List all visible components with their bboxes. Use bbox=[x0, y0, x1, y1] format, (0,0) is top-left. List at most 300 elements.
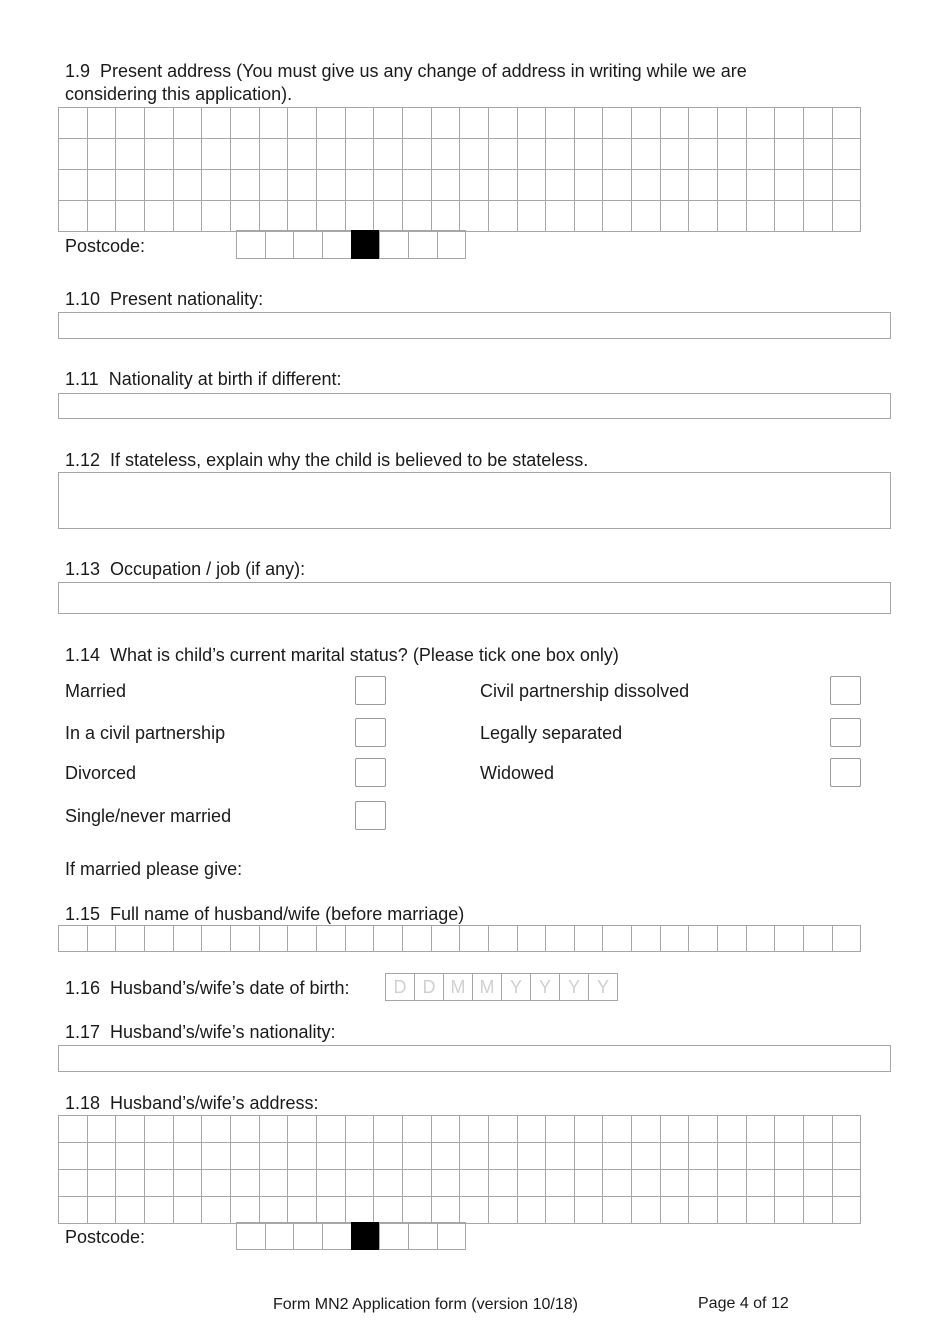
char-box[interactable] bbox=[431, 1115, 461, 1143]
char-box[interactable] bbox=[832, 1142, 862, 1170]
char-box[interactable] bbox=[488, 138, 518, 170]
char-box[interactable] bbox=[832, 1115, 862, 1143]
char-box[interactable] bbox=[746, 200, 776, 232]
char-box[interactable] bbox=[602, 138, 632, 170]
char-box[interactable] bbox=[259, 1115, 289, 1143]
address-line-2[interactable] bbox=[58, 138, 860, 170]
char-box[interactable] bbox=[322, 1222, 352, 1250]
char-box[interactable] bbox=[236, 230, 266, 259]
char-box[interactable] bbox=[201, 138, 231, 170]
char-box[interactable] bbox=[316, 1169, 346, 1197]
char-box[interactable] bbox=[431, 925, 461, 952]
char-box[interactable] bbox=[373, 107, 403, 139]
char-box[interactable] bbox=[201, 200, 231, 232]
char-box[interactable] bbox=[832, 1196, 862, 1224]
char-box[interactable] bbox=[431, 200, 461, 232]
char-box[interactable] bbox=[545, 1196, 575, 1224]
char-box[interactable] bbox=[602, 169, 632, 201]
char-box[interactable] bbox=[517, 169, 547, 201]
char-box[interactable] bbox=[717, 1169, 747, 1197]
char-box[interactable] bbox=[58, 1196, 88, 1224]
char-box[interactable] bbox=[660, 169, 690, 201]
char-box[interactable] bbox=[230, 1142, 260, 1170]
char-box[interactable] bbox=[431, 107, 461, 139]
char-box[interactable] bbox=[688, 925, 718, 952]
dob-year-3[interactable]: Y bbox=[559, 973, 589, 1001]
dob-month-2[interactable]: M bbox=[472, 973, 502, 1001]
char-box[interactable] bbox=[316, 1142, 346, 1170]
char-box[interactable] bbox=[803, 925, 833, 952]
char-box[interactable] bbox=[746, 107, 776, 139]
char-box[interactable] bbox=[58, 169, 88, 201]
char-box[interactable] bbox=[173, 1142, 203, 1170]
char-box[interactable] bbox=[287, 169, 317, 201]
char-box[interactable] bbox=[431, 138, 461, 170]
char-box[interactable] bbox=[259, 1196, 289, 1224]
char-box[interactable] bbox=[459, 138, 489, 170]
char-box[interactable] bbox=[144, 925, 174, 952]
char-box[interactable] bbox=[287, 107, 317, 139]
char-box[interactable] bbox=[230, 1196, 260, 1224]
char-box[interactable] bbox=[574, 1142, 604, 1170]
char-box[interactable] bbox=[201, 1142, 231, 1170]
char-box[interactable] bbox=[115, 169, 145, 201]
char-box[interactable] bbox=[803, 1115, 833, 1143]
char-box[interactable] bbox=[660, 200, 690, 232]
char-box[interactable] bbox=[574, 200, 604, 232]
char-box[interactable] bbox=[746, 138, 776, 170]
char-box[interactable] bbox=[545, 1169, 575, 1197]
char-box[interactable] bbox=[631, 925, 661, 952]
char-box[interactable] bbox=[287, 1115, 317, 1143]
char-box[interactable] bbox=[574, 1169, 604, 1197]
char-box[interactable] bbox=[688, 107, 718, 139]
char-box[interactable] bbox=[173, 107, 203, 139]
married-checkbox[interactable] bbox=[355, 676, 386, 705]
char-box[interactable] bbox=[517, 138, 547, 170]
char-box[interactable] bbox=[115, 1169, 145, 1197]
cp-dissolved-checkbox[interactable] bbox=[830, 676, 861, 705]
char-box[interactable] bbox=[402, 200, 432, 232]
char-box[interactable] bbox=[459, 107, 489, 139]
char-box[interactable] bbox=[832, 107, 862, 139]
char-box[interactable] bbox=[660, 1169, 690, 1197]
char-box[interactable] bbox=[717, 107, 747, 139]
char-box[interactable] bbox=[87, 169, 117, 201]
char-box[interactable] bbox=[574, 1196, 604, 1224]
dob-year-4[interactable]: Y bbox=[588, 973, 618, 1001]
dob-day-2[interactable]: D bbox=[414, 973, 444, 1001]
char-box[interactable] bbox=[87, 925, 117, 952]
char-box[interactable] bbox=[115, 925, 145, 952]
separated-checkbox[interactable] bbox=[830, 718, 861, 747]
char-box[interactable] bbox=[459, 169, 489, 201]
occupation-input[interactable] bbox=[58, 582, 891, 614]
char-box[interactable] bbox=[517, 107, 547, 139]
char-box[interactable] bbox=[431, 1169, 461, 1197]
char-box[interactable] bbox=[574, 107, 604, 139]
char-box[interactable] bbox=[230, 1115, 260, 1143]
char-box[interactable] bbox=[574, 169, 604, 201]
char-box[interactable] bbox=[173, 1169, 203, 1197]
char-box[interactable] bbox=[373, 1115, 403, 1143]
char-box[interactable] bbox=[287, 1196, 317, 1224]
char-box[interactable] bbox=[488, 925, 518, 952]
single-checkbox[interactable] bbox=[355, 801, 386, 830]
char-box[interactable] bbox=[803, 1196, 833, 1224]
char-box[interactable] bbox=[517, 1142, 547, 1170]
char-box[interactable] bbox=[201, 107, 231, 139]
char-box[interactable] bbox=[230, 200, 260, 232]
char-box[interactable] bbox=[201, 1115, 231, 1143]
char-box[interactable] bbox=[602, 1169, 632, 1197]
char-box[interactable] bbox=[345, 1142, 375, 1170]
char-box[interactable] bbox=[574, 925, 604, 952]
char-box[interactable] bbox=[631, 200, 661, 232]
char-box[interactable] bbox=[602, 1196, 632, 1224]
char-box[interactable] bbox=[717, 169, 747, 201]
char-box[interactable] bbox=[259, 925, 289, 952]
char-box[interactable] bbox=[517, 200, 547, 232]
char-box[interactable] bbox=[58, 1142, 88, 1170]
char-box[interactable] bbox=[265, 1222, 295, 1250]
char-box[interactable] bbox=[774, 107, 804, 139]
char-box[interactable] bbox=[631, 1115, 661, 1143]
widowed-checkbox[interactable] bbox=[830, 758, 861, 787]
char-box[interactable] bbox=[517, 1196, 547, 1224]
char-box[interactable] bbox=[373, 1169, 403, 1197]
char-box[interactable] bbox=[746, 1142, 776, 1170]
char-box[interactable] bbox=[115, 138, 145, 170]
char-box[interactable] bbox=[746, 1115, 776, 1143]
char-box[interactable] bbox=[602, 925, 632, 952]
address-line-1[interactable] bbox=[58, 1115, 860, 1143]
char-box[interactable] bbox=[803, 1169, 833, 1197]
char-box[interactable] bbox=[660, 925, 690, 952]
char-box[interactable] bbox=[602, 1115, 632, 1143]
char-box[interactable] bbox=[602, 107, 632, 139]
char-box[interactable] bbox=[774, 1196, 804, 1224]
char-box[interactable] bbox=[293, 1222, 323, 1250]
char-box[interactable] bbox=[230, 107, 260, 139]
char-box[interactable] bbox=[316, 1196, 346, 1224]
char-box[interactable] bbox=[287, 1169, 317, 1197]
char-box[interactable] bbox=[803, 169, 833, 201]
char-box[interactable] bbox=[58, 925, 88, 952]
char-box[interactable] bbox=[373, 1196, 403, 1224]
address-line-4[interactable] bbox=[58, 1196, 860, 1224]
char-box[interactable] bbox=[316, 138, 346, 170]
char-box[interactable] bbox=[316, 107, 346, 139]
char-box[interactable] bbox=[115, 1115, 145, 1143]
char-box[interactable] bbox=[345, 1196, 375, 1224]
char-box[interactable] bbox=[402, 1169, 432, 1197]
char-box[interactable] bbox=[459, 1142, 489, 1170]
char-box[interactable] bbox=[259, 1142, 289, 1170]
char-box[interactable] bbox=[517, 1169, 547, 1197]
char-box[interactable] bbox=[408, 230, 438, 259]
char-box[interactable] bbox=[545, 200, 575, 232]
char-box[interactable] bbox=[832, 138, 862, 170]
char-box[interactable] bbox=[545, 925, 575, 952]
char-box[interactable] bbox=[717, 138, 747, 170]
char-box[interactable] bbox=[746, 169, 776, 201]
char-box[interactable] bbox=[437, 230, 467, 259]
char-box[interactable] bbox=[173, 200, 203, 232]
char-box[interactable] bbox=[236, 1222, 266, 1250]
char-box[interactable] bbox=[631, 1142, 661, 1170]
char-box[interactable] bbox=[345, 200, 375, 232]
char-box[interactable] bbox=[201, 1196, 231, 1224]
char-box[interactable] bbox=[58, 138, 88, 170]
char-box[interactable] bbox=[408, 1222, 438, 1250]
char-box[interactable] bbox=[431, 1142, 461, 1170]
char-box[interactable] bbox=[287, 925, 317, 952]
char-box[interactable] bbox=[345, 1169, 375, 1197]
char-box[interactable] bbox=[488, 1115, 518, 1143]
char-box[interactable] bbox=[259, 169, 289, 201]
char-box[interactable] bbox=[660, 107, 690, 139]
char-box[interactable] bbox=[259, 138, 289, 170]
char-box[interactable] bbox=[87, 200, 117, 232]
char-box[interactable] bbox=[431, 1196, 461, 1224]
char-box[interactable] bbox=[173, 925, 203, 952]
char-box[interactable] bbox=[144, 138, 174, 170]
char-box[interactable] bbox=[373, 169, 403, 201]
char-box[interactable] bbox=[345, 169, 375, 201]
char-box[interactable] bbox=[660, 1196, 690, 1224]
char-box[interactable] bbox=[459, 1115, 489, 1143]
char-box[interactable] bbox=[230, 925, 260, 952]
char-box[interactable] bbox=[774, 925, 804, 952]
char-box[interactable] bbox=[774, 1169, 804, 1197]
char-box[interactable] bbox=[230, 138, 260, 170]
char-box[interactable] bbox=[660, 138, 690, 170]
char-box[interactable] bbox=[631, 1169, 661, 1197]
char-box[interactable] bbox=[631, 1196, 661, 1224]
char-box[interactable] bbox=[688, 200, 718, 232]
char-box[interactable] bbox=[746, 925, 776, 952]
present-postcode-field[interactable] bbox=[236, 230, 465, 260]
char-box[interactable] bbox=[373, 200, 403, 232]
char-box[interactable] bbox=[631, 169, 661, 201]
address-line-3[interactable] bbox=[58, 169, 860, 201]
char-box[interactable] bbox=[115, 107, 145, 139]
char-box[interactable] bbox=[201, 925, 231, 952]
divorced-checkbox[interactable] bbox=[355, 758, 386, 787]
char-box[interactable] bbox=[746, 1196, 776, 1224]
char-box[interactable] bbox=[144, 169, 174, 201]
civil-partnership-checkbox[interactable] bbox=[355, 718, 386, 747]
dob-year-1[interactable]: Y bbox=[501, 973, 531, 1001]
char-box[interactable] bbox=[230, 1169, 260, 1197]
char-box[interactable] bbox=[345, 107, 375, 139]
char-box[interactable] bbox=[259, 107, 289, 139]
char-box[interactable] bbox=[58, 107, 88, 139]
spouse-postcode-field[interactable] bbox=[236, 1222, 465, 1250]
char-box[interactable] bbox=[58, 200, 88, 232]
char-box[interactable] bbox=[87, 1142, 117, 1170]
char-box[interactable] bbox=[488, 1196, 518, 1224]
char-box[interactable] bbox=[316, 1115, 346, 1143]
char-box[interactable] bbox=[402, 138, 432, 170]
char-box[interactable] bbox=[488, 200, 518, 232]
char-box[interactable] bbox=[803, 138, 833, 170]
char-box[interactable] bbox=[488, 1169, 518, 1197]
char-box[interactable] bbox=[402, 107, 432, 139]
char-box[interactable] bbox=[488, 1142, 518, 1170]
char-box[interactable] bbox=[345, 925, 375, 952]
char-box[interactable] bbox=[144, 1115, 174, 1143]
char-box[interactable] bbox=[688, 1169, 718, 1197]
char-box[interactable] bbox=[144, 200, 174, 232]
dob-day-1[interactable]: D bbox=[385, 973, 415, 1001]
char-box[interactable] bbox=[115, 1196, 145, 1224]
char-box[interactable] bbox=[87, 107, 117, 139]
char-box[interactable] bbox=[545, 1142, 575, 1170]
present-nationality-input[interactable] bbox=[58, 312, 891, 339]
char-box[interactable] bbox=[832, 925, 862, 952]
char-box[interactable] bbox=[459, 925, 489, 952]
char-box[interactable] bbox=[173, 1196, 203, 1224]
char-box[interactable] bbox=[545, 107, 575, 139]
char-box[interactable] bbox=[230, 169, 260, 201]
char-box[interactable] bbox=[459, 200, 489, 232]
char-box[interactable] bbox=[746, 1169, 776, 1197]
char-box[interactable] bbox=[431, 169, 461, 201]
char-box[interactable] bbox=[144, 1196, 174, 1224]
char-box[interactable] bbox=[379, 230, 409, 259]
char-box[interactable] bbox=[316, 169, 346, 201]
char-box[interactable] bbox=[402, 1196, 432, 1224]
char-box[interactable] bbox=[115, 1142, 145, 1170]
spouse-nationality-input[interactable] bbox=[58, 1045, 891, 1072]
char-box[interactable] bbox=[803, 107, 833, 139]
char-box[interactable] bbox=[488, 107, 518, 139]
char-box[interactable] bbox=[459, 1169, 489, 1197]
char-box[interactable] bbox=[688, 1115, 718, 1143]
char-box[interactable] bbox=[402, 1115, 432, 1143]
char-box[interactable] bbox=[87, 1115, 117, 1143]
char-box[interactable] bbox=[774, 1115, 804, 1143]
char-box[interactable] bbox=[287, 138, 317, 170]
address-line-1[interactable] bbox=[58, 107, 860, 139]
char-box[interactable] bbox=[173, 1115, 203, 1143]
char-box[interactable] bbox=[402, 925, 432, 952]
char-box[interactable] bbox=[373, 1142, 403, 1170]
char-box[interactable] bbox=[832, 169, 862, 201]
char-box[interactable] bbox=[402, 1142, 432, 1170]
char-box[interactable] bbox=[144, 1169, 174, 1197]
char-box[interactable] bbox=[545, 1115, 575, 1143]
char-box[interactable] bbox=[631, 138, 661, 170]
stateless-explanation-input[interactable] bbox=[58, 472, 891, 529]
char-box[interactable] bbox=[173, 138, 203, 170]
char-box[interactable] bbox=[602, 1142, 632, 1170]
char-box[interactable] bbox=[316, 925, 346, 952]
char-box[interactable] bbox=[717, 1115, 747, 1143]
char-box[interactable] bbox=[688, 1142, 718, 1170]
char-box[interactable] bbox=[87, 138, 117, 170]
char-box[interactable] bbox=[574, 1115, 604, 1143]
address-line-2[interactable] bbox=[58, 1142, 860, 1170]
char-box[interactable] bbox=[322, 230, 352, 259]
char-box[interactable] bbox=[345, 138, 375, 170]
address-line-3[interactable] bbox=[58, 1169, 860, 1197]
char-box[interactable] bbox=[717, 1142, 747, 1170]
char-box[interactable] bbox=[265, 230, 295, 259]
spouse-dob-field[interactable] bbox=[385, 973, 617, 1001]
char-box[interactable] bbox=[717, 200, 747, 232]
char-box[interactable] bbox=[688, 1196, 718, 1224]
char-box[interactable] bbox=[373, 138, 403, 170]
char-box[interactable] bbox=[259, 1169, 289, 1197]
char-box[interactable] bbox=[774, 200, 804, 232]
char-box[interactable] bbox=[293, 230, 323, 259]
dob-month-1[interactable]: M bbox=[443, 973, 473, 1001]
q1-9-label-cont: considering this application). bbox=[65, 84, 293, 104]
char-box[interactable] bbox=[774, 138, 804, 170]
char-box[interactable] bbox=[58, 1115, 88, 1143]
char-box[interactable] bbox=[717, 925, 747, 952]
char-box[interactable] bbox=[602, 200, 632, 232]
char-box[interactable] bbox=[459, 1196, 489, 1224]
char-box[interactable] bbox=[688, 138, 718, 170]
address-line-4[interactable] bbox=[58, 200, 860, 232]
char-box[interactable] bbox=[832, 200, 862, 232]
char-box[interactable] bbox=[545, 169, 575, 201]
char-box[interactable] bbox=[345, 1115, 375, 1143]
dob-year-2[interactable]: Y bbox=[530, 973, 560, 1001]
char-box[interactable] bbox=[803, 200, 833, 232]
char-box[interactable] bbox=[379, 1222, 409, 1250]
char-box[interactable] bbox=[115, 200, 145, 232]
char-box[interactable] bbox=[144, 1142, 174, 1170]
char-box[interactable] bbox=[660, 1115, 690, 1143]
char-box[interactable] bbox=[688, 169, 718, 201]
char-box[interactable] bbox=[144, 107, 174, 139]
char-box[interactable] bbox=[201, 1169, 231, 1197]
char-box[interactable] bbox=[437, 1222, 467, 1250]
footer-form-name: Form MN2 Application form (version 10/18) bbox=[273, 1296, 578, 1313]
char-box[interactable] bbox=[87, 1169, 117, 1197]
char-box[interactable] bbox=[717, 1196, 747, 1224]
char-box[interactable] bbox=[517, 925, 547, 952]
char-box[interactable] bbox=[488, 169, 518, 201]
char-box[interactable] bbox=[631, 107, 661, 139]
char-box[interactable] bbox=[87, 1196, 117, 1224]
char-box[interactable] bbox=[574, 138, 604, 170]
char-box[interactable] bbox=[201, 169, 231, 201]
char-box[interactable] bbox=[173, 169, 203, 201]
char-box[interactable] bbox=[259, 200, 289, 232]
char-box[interactable] bbox=[803, 1142, 833, 1170]
char-box[interactable] bbox=[373, 925, 403, 952]
char-box[interactable] bbox=[517, 1115, 547, 1143]
char-box[interactable] bbox=[287, 1142, 317, 1170]
char-box[interactable] bbox=[660, 1142, 690, 1170]
char-box[interactable] bbox=[316, 200, 346, 232]
char-box[interactable] bbox=[545, 138, 575, 170]
char-box[interactable] bbox=[774, 169, 804, 201]
char-box[interactable] bbox=[287, 200, 317, 232]
birth-nationality-input[interactable] bbox=[58, 393, 891, 419]
char-box[interactable] bbox=[58, 1169, 88, 1197]
char-box[interactable] bbox=[774, 1142, 804, 1170]
char-box[interactable] bbox=[832, 1169, 862, 1197]
char-box[interactable] bbox=[402, 169, 432, 201]
spouse-name-grid[interactable] bbox=[58, 925, 860, 952]
